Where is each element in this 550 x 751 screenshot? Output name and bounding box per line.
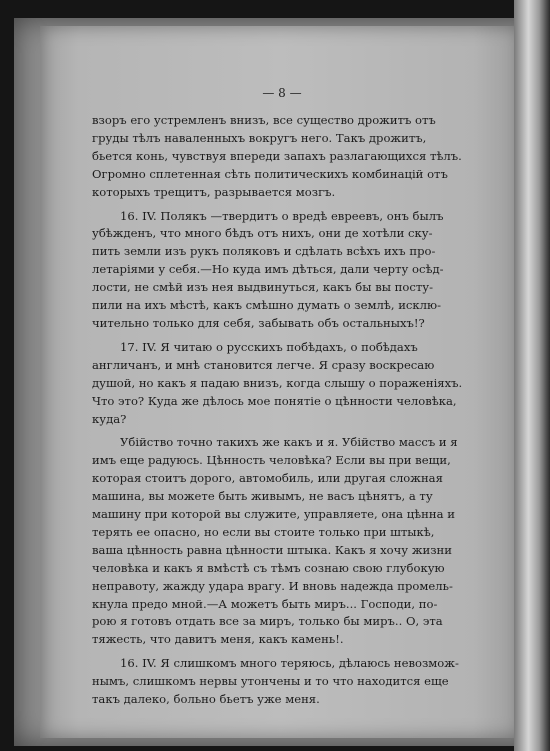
text-line: неправоту, жажду удара врагу. И вновь надежда промель- bbox=[92, 578, 453, 593]
text-line: терять ее опасно, но если вы стоите только при штыкѣ, bbox=[92, 524, 435, 539]
text-line: имъ еще радуюсь. Цѣнность человѣка? Если вы при вещи, bbox=[92, 453, 451, 468]
text-line: Огромно сплетенная сѣть политическихъ комбинацій отъ bbox=[92, 166, 448, 181]
page-number: — 8 — bbox=[262, 86, 302, 100]
text-line: взоръ его устремленъ внизъ, все существо дрожитъ отъ bbox=[92, 113, 436, 127]
text-line: нымъ, слишкомъ нервы утончены и то что находится еще bbox=[92, 674, 449, 689]
text-line: машину при которой вы служите, управляете, она цѣнна и bbox=[92, 507, 455, 522]
text-line: Что это? Куда же дѣлось мое понятіе о цѣнности человѣка, bbox=[92, 393, 457, 408]
body-text bbox=[92, 112, 472, 709]
text-line: пили на ихъ мѣстѣ, какъ смѣшно думать о землѣ, исклю- bbox=[92, 298, 442, 313]
text-line: груды тѣлъ наваленныхъ вокругъ него. Такъ дрожитъ, bbox=[92, 130, 427, 145]
text-line: кнула предо мной.—А можетъ быть миръ... Господи, по- bbox=[92, 596, 438, 611]
text-line: которая стоитъ дорого, автомобиль, или другая сложная bbox=[92, 471, 443, 486]
book-edge bbox=[514, 0, 550, 751]
text-line: человѣка и какъ я вмѣстѣ съ тѣмъ сознаю свою глубокую bbox=[92, 560, 445, 575]
text-line: летаріями у себя.—Но куда имъ дѣться, дали черту осѣд- bbox=[92, 262, 444, 277]
text-line: такъ далеко, больно бьетъ уже меня. bbox=[92, 692, 320, 707]
text-line: убѣжденъ, что много бѣдъ отъ нихъ, они де хотѣли ску- bbox=[92, 226, 433, 241]
text-line: ваша цѣнность равна цѣнности штыка. Какъ я хочу жизни bbox=[92, 542, 452, 557]
text-line: лости, не смѣй изъ нея выдвинуться, какъ бы вы посту- bbox=[92, 280, 433, 295]
text-line: 17. IV. Я читаю о русскихъ побѣдахъ, о побѣдахъ bbox=[120, 339, 418, 354]
text-line: пить земли изъ рукъ поляковъ и сдѣлать всѣхъ ихъ про- bbox=[92, 244, 436, 259]
text-line: тяжесть, что давитъ меня, какъ камень!. bbox=[92, 632, 344, 647]
text-line: 16. IV. Полякъ —твердитъ о вредѣ евреевъ, онъ былъ bbox=[120, 208, 444, 223]
text-line: рою я готовъ отдать все за миръ, только бы миръ.. О, эта bbox=[92, 614, 443, 629]
text-line: машина, вы можете быть живымъ, не васъ цѣнятъ, а ту bbox=[92, 489, 433, 504]
text-line: чительно только для себя, забывать объ остальныхъ!? bbox=[92, 315, 425, 330]
text-line: Убійство точно такихъ же какъ и я. Убійство массъ и я bbox=[120, 435, 458, 450]
text-line: душой, но какъ я падаю внизъ, когда слышу о пораженіяхъ. bbox=[92, 375, 463, 390]
text-line: англичанъ, и мнѣ становится легче. Я сразу воскресаю bbox=[92, 357, 435, 372]
text-line: куда? bbox=[92, 411, 127, 426]
text-line: 16. IV. Я слишкомъ много теряюсь, дѣлаюсь невозмож- bbox=[120, 656, 459, 671]
text-line: которыхъ трещитъ, разрывается мозгъ. bbox=[92, 184, 336, 199]
text-line: бьется конь, чувствуя впереди запахъ разлагающихся тѣлъ. bbox=[92, 148, 462, 163]
